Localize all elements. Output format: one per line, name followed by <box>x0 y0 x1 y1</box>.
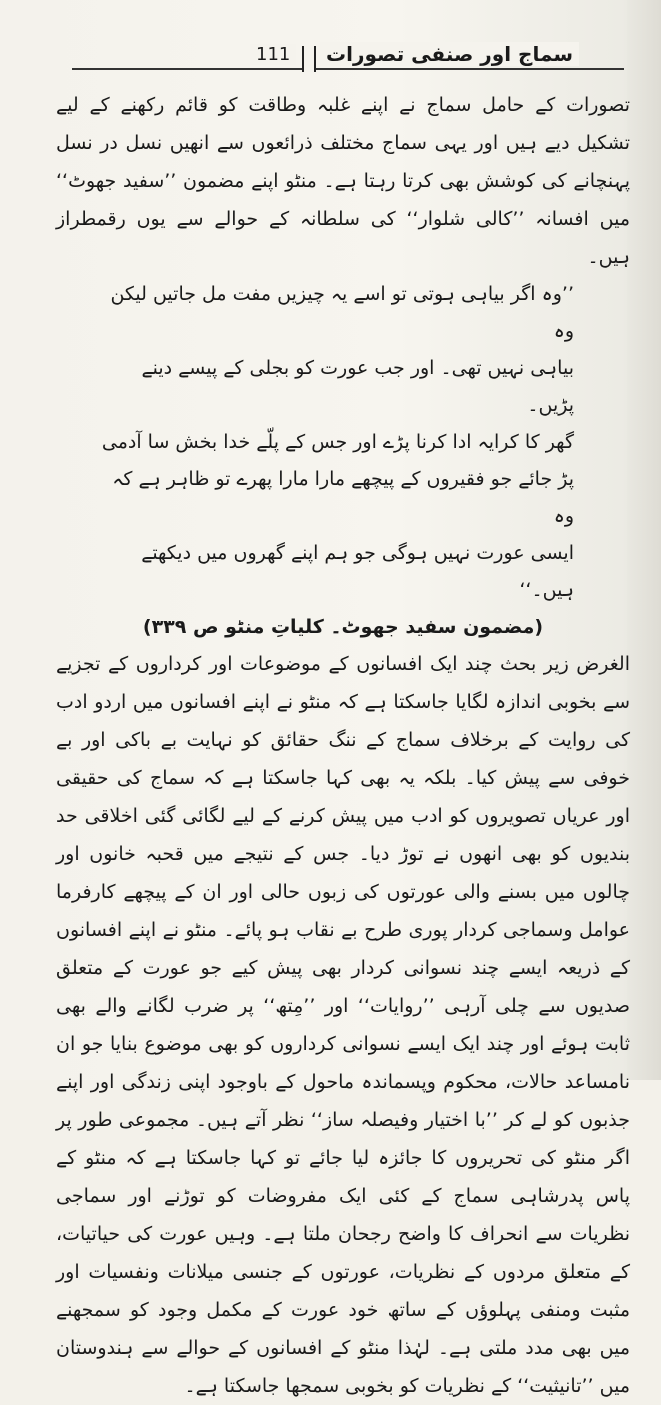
header-rule <box>72 68 624 70</box>
block-quote <box>100 276 574 609</box>
conclusion-paragraph: الغرض زیر بحث چند ایک افسانوں کے موضوعات اور کرداروں کے تجزیے سے بخوبی اندازہ لگایا جاسکتا ہے کہ منٹو نے اپنے افسانوں میں اردو ادب کی روایت کے برخلاف سماج کے ننگ حقائق کو نہایت بے باکی اور بے خوفی سے پیش کیا۔ بلکہ یہ بھی کہا جاسکتا ہے کہ سماج کی حقیقی اور عریاں تصویروں کو ادب میں پیش کرنے کے لیے لگائی گئی اخلاقی حد بندیوں کو بھی انھوں نے توڑ دیا۔ جس کے نتیجے میں قحبہ خانوں اور چالوں میں بسنے والی عورتوں کی زبوں حالی اور ان کے پیچھے کارفرما عوامل وسماجی کردار پوری طرح بے نقاب ہو پائے۔ منٹو نے اپنے افسانوں کے ذریعہ ایسے چند نسوانی کردار بھی پیش کیے جو عورت کے متعلق صدیوں سے چلی آرہی ’’روایات‘‘ اور ’’مِتھ‘‘ پر ضرب لگانے والے بھی ثابت ہوئے اور چند ایک ایسے نسوانی کرداروں کو بھی موضوع بنایا جو ان نامساعد حالات، محکوم وپسماندہ ماحول کے باوجود اپنی زندگی اور اپنے جذبوں کو لے کر ’’با اختیار وفیصلہ ساز‘‘ نظر آتے ہیں۔ مجموعی طور پر اگر منٹو کی تحریروں کا جائزہ لیا جائے تو کہا جاسکتا ہے کہ منٹو کے پاس پدرشاہی سماج کے کئی ایک مفروضات کو توڑنے اور سماجی نظریات سے انحراف کا واضح رجحان ملتا ہے۔ وہیں عورت کی حیاتیات، کے متعلق مردوں کے نظریات، عورتوں کے جنسی میلانات ونفسیات اور مثبت ومنفی پہلوؤں کے ساتھ خود عورت کے مکمل وجود کو سمجھنے میں بھی مدد ملتی ہے۔ لہٰذا منٹو کے افسانوں کے حوالے سے ہندوستان میں ’’تانیثیت‘‘ کے نظریات کو بخوبی سمجھا جاسکتا ہے۔ <box>56 653 630 1397</box>
running-title: سماج اور صنفی تصورات <box>320 42 579 66</box>
quote-line: پڑ جائے جو فقیروں کے پیچھے مارا مارا پھرے تو ظاہر ہے کہ وہ <box>112 468 574 527</box>
page-header <box>72 42 624 80</box>
page-number: 111 <box>250 44 296 65</box>
quote-citation: (مضمون سفید جھوٹ۔ کلیاتِ منٹو ص ۳۳۹) <box>142 616 544 638</box>
quote-line: ایسی عورت نہیں ہوگی جو ہم اپنے گھروں میں دیکھتے ہیں۔‘‘ <box>141 542 574 601</box>
quote-line: ’’وہ اگر بیاہی ہوتی تو اسے یہ چیزیں مفت مل جاتیں لیکن وہ <box>110 283 574 342</box>
page-body <box>56 86 630 1405</box>
header-separator <box>302 46 316 72</box>
quote-line: بیاہی نہیں تھی۔ اور جب عورت کو بجلی کے پیسے دینے پڑیں۔ <box>141 357 574 416</box>
intro-paragraph: تصورات کے حامل سماج نے اپنے غلبہ وطاقت کو قائم رکھنے کے لیے تشکیل دیے ہیں اور یہی سماج مختلف ذرائعوں سے انھیں نسل در نسل پہنچانے کی کوشش بھی کرتا رہتا ہے۔ منٹو اپنے مضمون ’’سفید جھوٹ‘‘ میں افسانہ ’’کالی شلوار‘‘ کی سلطانہ کے حوالے سے یوں رقمطراز ہیں۔ <box>56 94 630 268</box>
page-gutter <box>627 0 661 1080</box>
quote-line: گھر کا کرایہ ادا کرنا پڑے اور جس کے پلّے خدا بخش سا آدمی <box>101 431 574 453</box>
